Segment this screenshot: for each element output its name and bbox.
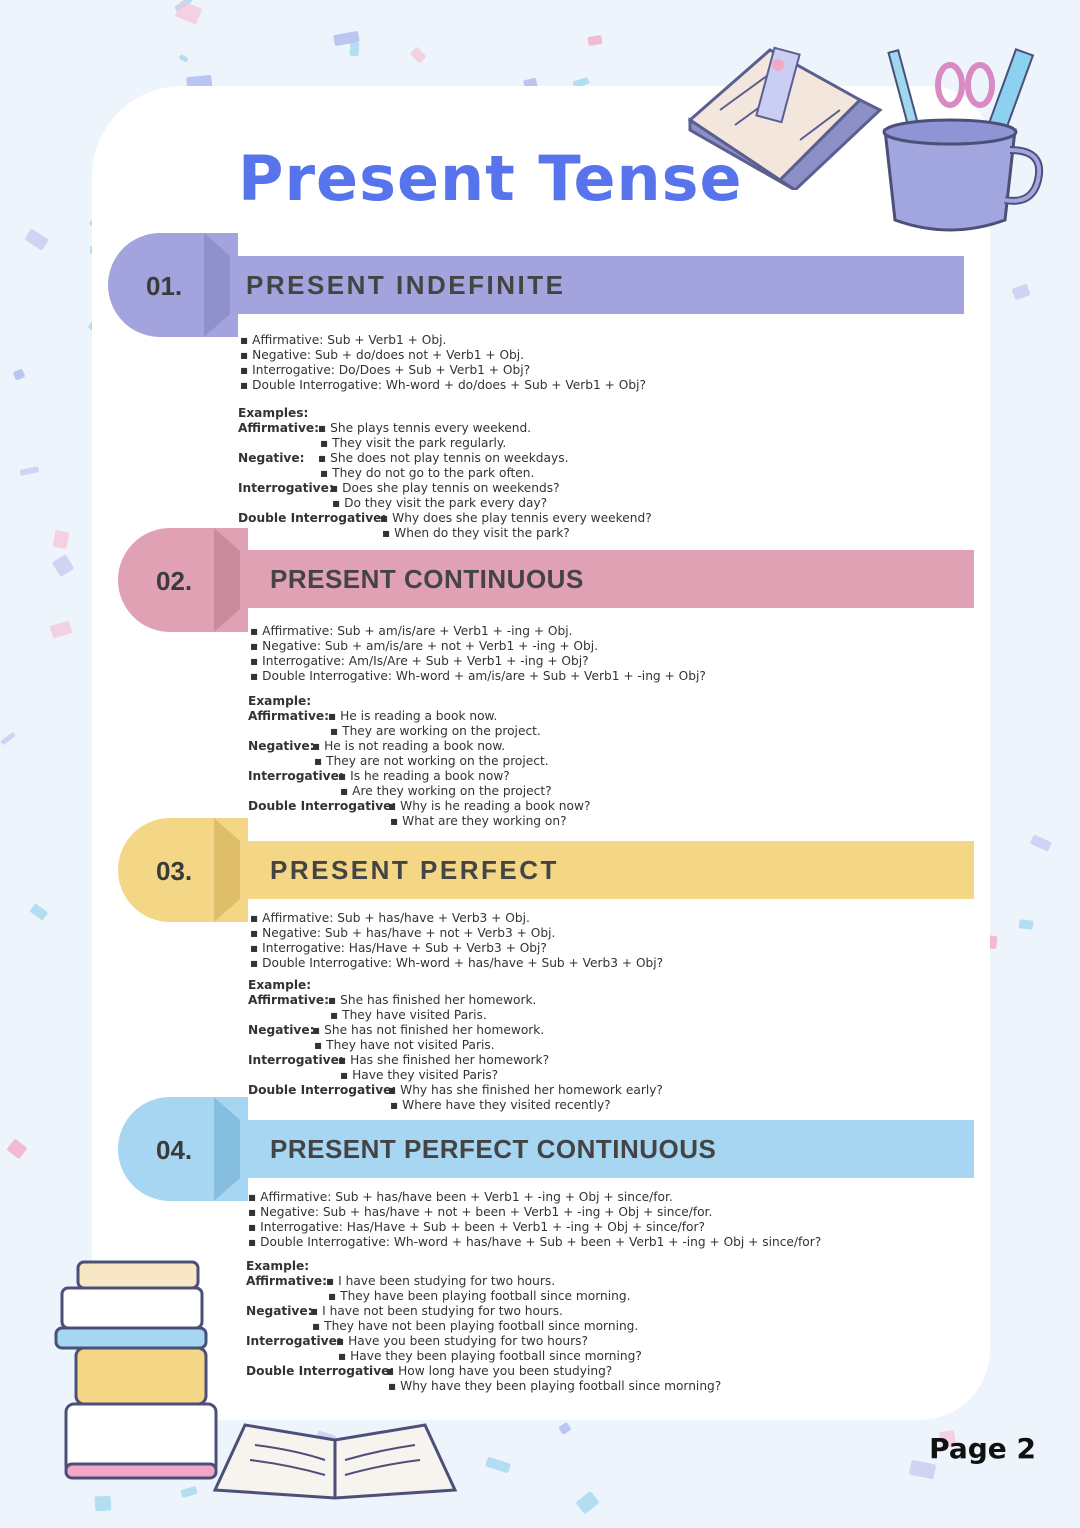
example-row bbox=[248, 1068, 499, 1083]
rule-item: ▪ Interrogative: Am/Is/Are + Sub + Verb1 + -ing + Obj? bbox=[250, 654, 706, 669]
rule-item: ▪ Affirmative: Sub + has/have + Verb3 + Obj. bbox=[250, 911, 663, 926]
example-label: Affirmative: bbox=[248, 993, 330, 1007]
example-sentence: ▪ Have they visited Paris? bbox=[340, 1068, 498, 1083]
confetti-piece bbox=[49, 620, 72, 638]
example-row bbox=[238, 421, 532, 436]
example-sentence: ▪ Why has she finished her homework early? bbox=[388, 1083, 663, 1098]
example-row bbox=[248, 724, 541, 739]
example-label: Interrogative: bbox=[238, 481, 334, 495]
example-sentence: ▪ Have they been playing football since morning? bbox=[338, 1349, 642, 1364]
example-row bbox=[248, 739, 506, 754]
example-label: Negative: bbox=[246, 1304, 313, 1318]
example-label: Affirmative: bbox=[248, 709, 330, 723]
example-sentence: ▪ I have been studying for two hours. bbox=[326, 1274, 555, 1289]
rule-item: ▪ Double Interrogative: Wh-word + has/have + Sub + Verb3 + Obj? bbox=[250, 956, 663, 971]
example-row bbox=[248, 814, 567, 829]
section-heading-band bbox=[230, 256, 964, 314]
example-sentence: ▪ They visit the park regularly. bbox=[320, 436, 506, 451]
section-number: 02. bbox=[156, 566, 193, 596]
section-heading: PRESENT PERFECT CONTINUOUS bbox=[270, 1133, 717, 1164]
rule-item: ▪ Negative: Sub + do/does not + Verb1 + Obj. bbox=[240, 348, 646, 363]
section-heading: PRESENT CONTINUOUS bbox=[270, 563, 584, 594]
example-row bbox=[246, 1349, 642, 1364]
example-sentence: ▪ When do they visit the park? bbox=[382, 526, 570, 541]
rule-item: ▪ Double Interrogative: Wh-word + do/does + Sub + Verb1 + Obj? bbox=[240, 378, 646, 393]
example-row bbox=[246, 1274, 556, 1289]
confetti-piece bbox=[20, 466, 40, 476]
example-row bbox=[248, 784, 552, 799]
example-row bbox=[248, 769, 510, 784]
example-sentence: ▪ They do not go to the park often. bbox=[320, 466, 534, 481]
examples-block bbox=[248, 694, 591, 829]
confetti-piece bbox=[53, 530, 70, 549]
section-number: 04. bbox=[156, 1135, 193, 1165]
section-heading-band bbox=[240, 550, 974, 608]
example-label: Double Interrogative: bbox=[248, 799, 397, 813]
examples-heading: Example: bbox=[248, 694, 312, 708]
page-number: Page 2 bbox=[929, 1432, 1036, 1465]
example-row bbox=[248, 1083, 663, 1098]
example-label: Affirmative: bbox=[246, 1274, 328, 1288]
example-label: Double Interrogative: bbox=[238, 511, 387, 525]
example-sentence: ▪ Why is he reading a book now? bbox=[388, 799, 590, 814]
open-book-bottom-icon bbox=[205, 1420, 465, 1500]
example-label: Double Interrogative: bbox=[248, 1083, 397, 1097]
example-sentence: ▪ They are not working on the project. bbox=[314, 754, 549, 769]
example-sentence: ▪ Has she finished her homework? bbox=[338, 1053, 549, 1068]
section-heading-band bbox=[240, 841, 974, 899]
example-label: Affirmative: bbox=[238, 421, 320, 435]
confetti-piece bbox=[0, 731, 16, 745]
example-row bbox=[248, 799, 591, 814]
section-heading: PRESENT INDEFINITE bbox=[246, 269, 566, 300]
confetti-piece bbox=[30, 903, 48, 920]
example-sentence: ▪ They have visited Paris. bbox=[330, 1008, 487, 1023]
example-sentence: ▪ He is not reading a book now. bbox=[312, 739, 505, 754]
section-number: 03. bbox=[156, 856, 193, 886]
example-sentence: ▪ He is reading a book now. bbox=[328, 709, 497, 724]
rule-item: ▪ Double Interrogative: Wh-word + has/have + Sub + been + Verb1 + -ing + Obj + since/for? bbox=[248, 1235, 821, 1250]
example-label: Interrogative: bbox=[248, 769, 344, 783]
section-heading: PRESENT PERFECT bbox=[270, 854, 559, 885]
example-row bbox=[246, 1364, 613, 1379]
example-row bbox=[248, 993, 537, 1008]
example-label: Negative: bbox=[248, 1023, 315, 1037]
example-sentence: ▪ She does not play tennis on weekdays. bbox=[318, 451, 568, 466]
example-row bbox=[238, 511, 652, 526]
example-row bbox=[246, 1304, 563, 1319]
example-row bbox=[248, 1053, 550, 1068]
rules-list bbox=[240, 333, 646, 393]
confetti-piece bbox=[24, 229, 49, 251]
pencil-cup-icon bbox=[860, 40, 1050, 240]
examples-heading: Example: bbox=[248, 978, 312, 992]
example-sentence: ▪ Are they working on the project? bbox=[340, 784, 552, 799]
confetti-piece bbox=[178, 55, 189, 64]
confetti-piece bbox=[52, 554, 75, 577]
example-sentence: ▪ They are working on the project. bbox=[330, 724, 541, 739]
rule-item: ▪ Interrogative: Do/Does + Sub + Verb1 + Obj? bbox=[240, 363, 646, 378]
example-label: Interrogative: bbox=[248, 1053, 344, 1067]
confetti-piece bbox=[180, 1486, 198, 1498]
example-sentence: ▪ She has finished her homework. bbox=[328, 993, 536, 1008]
examples-block bbox=[238, 406, 652, 541]
rule-item: ▪ Negative: Sub + has/have + not + been + Verb1 + -ing + Obj + since/for. bbox=[248, 1205, 821, 1220]
confetti-piece bbox=[587, 35, 602, 47]
section-number: 01. bbox=[146, 271, 183, 301]
example-sentence: ▪ I have not been studying for two hours. bbox=[310, 1304, 563, 1319]
confetti-piece bbox=[94, 1495, 111, 1511]
example-row bbox=[238, 481, 560, 496]
example-sentence: ▪ She has not finished her homework. bbox=[312, 1023, 544, 1038]
rule-item: ▪ Affirmative: Sub + has/have been + Verb1 + -ing + Obj + since/for. bbox=[248, 1190, 821, 1205]
confetti-piece bbox=[13, 369, 26, 381]
example-row bbox=[248, 1038, 495, 1053]
rule-item: ▪ Affirmative: Sub + am/is/are + Verb1 + -ing + Obj. bbox=[250, 624, 706, 639]
book-stack-icon bbox=[50, 1258, 230, 1488]
example-row bbox=[238, 526, 570, 541]
confetti-piece bbox=[6, 1138, 27, 1159]
section-heading-band bbox=[240, 1120, 974, 1178]
example-row bbox=[248, 1008, 487, 1023]
examples-block bbox=[248, 978, 663, 1113]
examples-heading: Example: bbox=[246, 1259, 310, 1273]
rule-item: ▪ Negative: Sub + am/is/are + not + Verb1 + -ing + Obj. bbox=[250, 639, 706, 654]
example-row bbox=[248, 1098, 611, 1113]
example-sentence: ▪ They have been playing football since morning. bbox=[328, 1289, 630, 1304]
example-label: Negative: bbox=[248, 739, 315, 753]
example-sentence: ▪ They have not been playing football since morning. bbox=[312, 1319, 638, 1334]
confetti-piece bbox=[350, 41, 360, 55]
example-label: Interrogative: bbox=[246, 1334, 342, 1348]
example-row bbox=[238, 436, 507, 451]
confetti-piece bbox=[410, 47, 427, 64]
example-row bbox=[238, 466, 535, 481]
example-row bbox=[246, 1379, 722, 1394]
example-sentence: ▪ Where have they visited recently? bbox=[390, 1098, 611, 1113]
rules-list bbox=[250, 624, 706, 684]
example-sentence: ▪ Does she play tennis on weekends? bbox=[330, 481, 560, 496]
example-sentence: ▪ What are they working on? bbox=[390, 814, 567, 829]
rule-item: ▪ Interrogative: Has/Have + Sub + been + Verb1 + -ing + Obj + since/for? bbox=[248, 1220, 821, 1235]
confetti-piece bbox=[1019, 919, 1034, 929]
example-label: Negative: bbox=[238, 451, 305, 465]
rule-item: ▪ Negative: Sub + has/have + not + Verb3 + Obj. bbox=[250, 926, 663, 941]
example-sentence: ▪ She plays tennis every weekend. bbox=[318, 421, 531, 436]
confetti-piece bbox=[175, 1, 203, 25]
confetti-piece bbox=[1030, 834, 1052, 851]
example-row bbox=[248, 1023, 545, 1038]
examples-block bbox=[246, 1259, 722, 1394]
example-sentence: ▪ Have you been studying for two hours? bbox=[336, 1334, 588, 1349]
example-row bbox=[246, 1319, 639, 1334]
example-sentence: ▪ How long have you been studying? bbox=[386, 1364, 612, 1379]
examples-heading: Examples: bbox=[238, 406, 309, 420]
example-sentence: ▪ Why have they been playing football since morning? bbox=[388, 1379, 721, 1394]
example-row bbox=[246, 1289, 631, 1304]
rule-item: ▪ Affirmative: Sub + Verb1 + Obj. bbox=[240, 333, 646, 348]
example-sentence: ▪ Is he reading a book now? bbox=[338, 769, 510, 784]
example-sentence: ▪ Why does she play tennis every weekend? bbox=[380, 511, 652, 526]
example-row bbox=[248, 709, 498, 724]
example-label: Double Interrogative: bbox=[246, 1364, 395, 1378]
rule-item: ▪ Interrogative: Has/Have + Sub + Verb3 + Obj? bbox=[250, 941, 663, 956]
page-title: Present Tense bbox=[238, 142, 743, 215]
example-row bbox=[248, 754, 549, 769]
example-sentence: ▪ They have not visited Paris. bbox=[314, 1038, 495, 1053]
rule-item: ▪ Double Interrogative: Wh-word + am/is/are + Sub + Verb1 + -ing + Obj? bbox=[250, 669, 706, 684]
rules-list bbox=[248, 1190, 821, 1250]
example-sentence: ▪ Do they visit the park every day? bbox=[332, 496, 547, 511]
confetti-piece bbox=[1012, 283, 1031, 299]
confetti-piece bbox=[575, 1490, 600, 1514]
confetti-piece bbox=[558, 1422, 571, 1435]
rules-list bbox=[250, 911, 663, 971]
example-row bbox=[246, 1334, 588, 1349]
example-row bbox=[238, 496, 548, 511]
example-row bbox=[238, 451, 569, 466]
confetti-piece bbox=[485, 1457, 511, 1474]
